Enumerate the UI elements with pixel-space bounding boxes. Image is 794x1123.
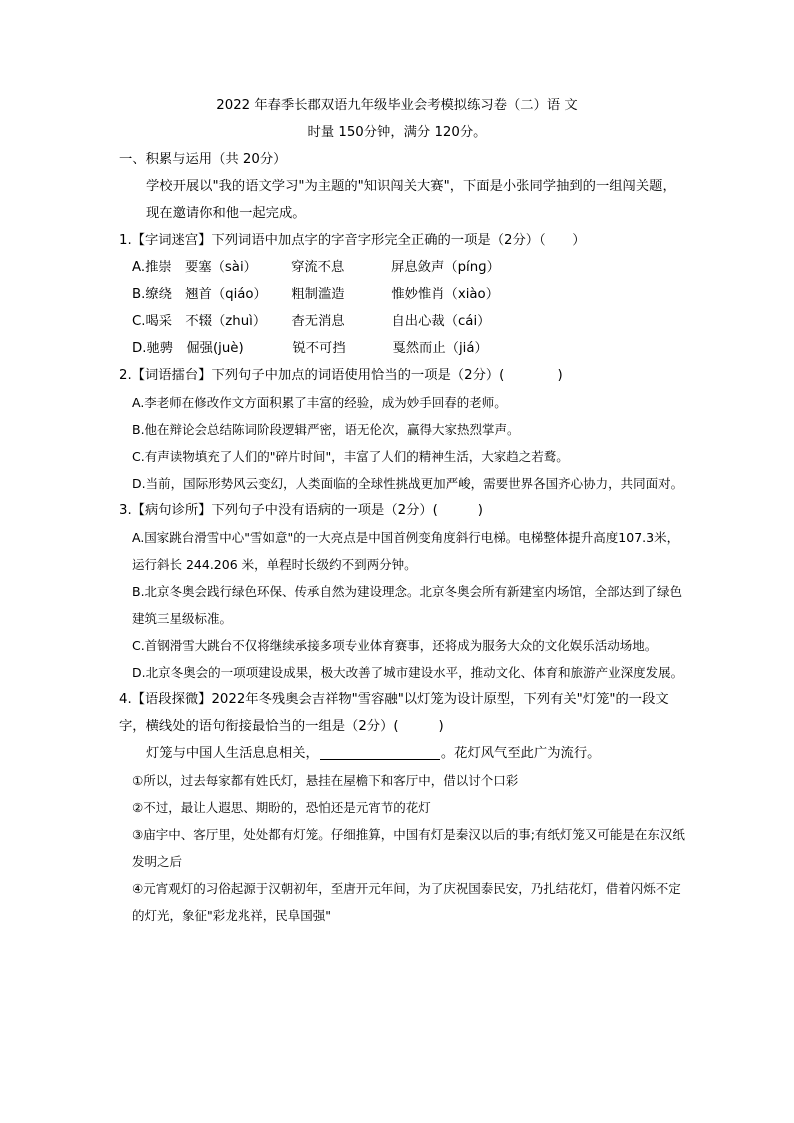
option-word-1: 驰骋 倔强(juè)	[146, 341, 244, 356]
option-word-1: 推崇 要塞（sài）	[145, 260, 257, 275]
q2-option-c: C.有声读物填充了人们的"碎片时间"，丰富了人们的精神生活，大家趋之若鹜。	[132, 449, 569, 464]
q4-item-3: ③庙宇中、客厅里，处处都有灯笼。仔细推算，中国有灯是秦汉以后的事;有纸灯笼又可能是在东汉纸发明之后	[132, 827, 685, 869]
option-label: B.	[132, 287, 146, 302]
q2-option-a: A.李老师在修改作文方面积累了丰富的经验，成为妙手回春的老师。	[132, 395, 507, 410]
q1-stem: 1.【字词迷宫】下列词语中加点字的字音字形完全正确的一项是（2分）（ ）	[119, 233, 586, 248]
q1-option-d	[119, 335, 685, 362]
q3-option-a: A.国家跳台滑雪中心"雪如意"的一大亮点是中国首例变角度斜行电梯。电梯整体提升高度107.3米，运行斜长 244.206 米，单程时长级约不到两分钟。	[132, 530, 680, 572]
q3-option-c: C.首钢滑雪大跳台不仅将继续承接多项专业体育赛事，还将成为服务大众的文化娱乐活动场地。	[132, 638, 658, 653]
option-word-1: 缭绕 翘首（qiáo）	[145, 287, 267, 302]
option-label: A.	[132, 260, 146, 275]
option-word-2: 粗制滥造	[291, 287, 345, 302]
q1-option-b	[119, 281, 685, 308]
q2-option-b: B.他在辩论会总结陈词阶段逻辑严密，语无伦次，赢得大家热烈掌声。	[132, 422, 520, 437]
q3-option-d: D.北京冬奥会的一项项建设成果，极大改善了城市建设水平，推动文化、体育和旅游产业深度发展。	[132, 665, 684, 680]
option-word-3: 屏息敛声（pínɡ）	[391, 260, 500, 275]
passage-before: 灯笼与中国人生活息息相关，	[146, 746, 319, 761]
option-word-2: 穿流不息	[291, 260, 345, 275]
exam-subtitle: 时量 150分钟，满分 120分。	[307, 125, 487, 140]
passage-after: 。花灯风气至此广为流行。	[440, 746, 601, 761]
option-label: D.	[132, 341, 147, 356]
q1-option-a	[119, 254, 685, 281]
option-word-3: 惟妙惟肖（xiào）	[391, 287, 499, 302]
option-label: C.	[132, 314, 146, 329]
section-heading: 一、积累与运用（共 20分）	[119, 152, 287, 167]
q2-option-d: D.当前，国际形势风云变幻，人类面临的全球性挑战更加严峻，需要世界各国齐心协力，共同面对。	[132, 476, 684, 491]
option-word-2: 杳无消息	[291, 314, 345, 329]
option-word-3: 自出心裁（cái）	[391, 314, 491, 329]
q4-passage	[119, 740, 685, 767]
q4-stem: 4.【语段探微】2022年冬残奥会吉祥物"雪容融"以灯笼为设计原型，下列有关"灯笼"的一段文字，横线处的语句衔接最恰当的一组是（2分）( )	[119, 692, 669, 734]
exam-content	[119, 146, 685, 929]
q1-option-c	[119, 308, 685, 335]
q3-stem: 3.【病句诊所】下列句子中没有语病的一项是（2分）( )	[119, 503, 483, 518]
section-intro: 学校开展以"我的语文学习"为主题的"知识闯关大赛"，下面是小张同学抽到的一组闯关题，现在邀请你和他一起完成。	[146, 179, 676, 221]
answer-blank[interactable]	[320, 745, 440, 760]
option-word-2: 锐不可挡	[292, 341, 346, 356]
option-word-3: 戛然而止（jiá）	[392, 341, 488, 356]
q2-stem: 2.【词语擂台】下列句子中加点的词语使用恰当的一项是（2分）( )	[119, 368, 563, 383]
q3-option-b: B.北京冬奥会践行绿色环保、传承自然为建设理念。北京冬奥会所有新建室内场馆，全部达到了绿色建筑三星级标准。	[132, 584, 683, 626]
q4-item-1: ①所以，过去每家都有姓氏灯，悬挂在屋檐下和客厅中，借以讨个口彩	[132, 773, 519, 788]
option-word-1: 喝采 不辍（zhuì）	[145, 314, 267, 329]
exam-title: 2022 年春季长郡双语九年级毕业会考模拟练习卷（二）语 文	[216, 98, 578, 113]
q4-item-4: ④元宵观灯的习俗起源于汉朝初年，至唐开元年间，为了庆祝国泰民安，乃扎结花灯，借着闪烁不定的灯光，象征"彩龙兆祥，民阜国强"	[132, 881, 681, 923]
q4-item-2: ②不过，最让人遐思、期盼的，恐怕还是元宵节的花灯	[132, 800, 431, 815]
